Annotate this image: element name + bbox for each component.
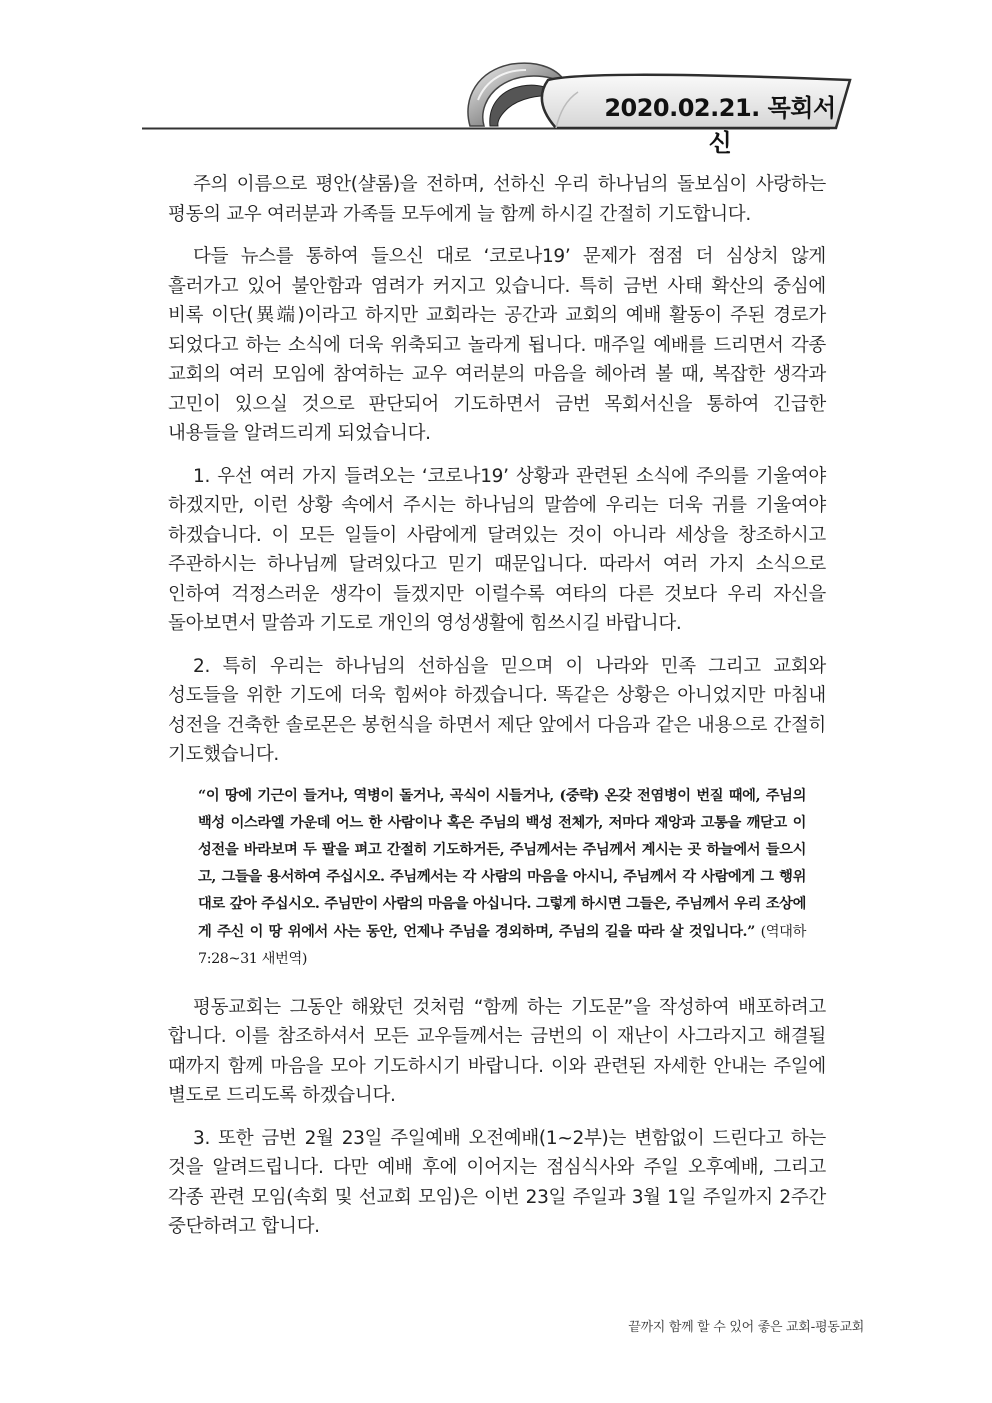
paragraph-point-3: 3. 또한 금번 2월 23일 주일예배 오전예배(1~2부)는 변함없이 드린다고 하는 것을 알려드립니다. 다만 예배 후에 이어지는 점심식사와 주일 오후예배, 그리고 각종 관련 모임(속회 및 선교회 모임)은 이번 23일 주일과 3월 1일 주일까지 2주간 중단하려고 합니다. xyxy=(168,1127,826,1238)
scripture-reference: (역대하 7:28~31 새번역) xyxy=(198,923,806,967)
paragraph-point-2: 2. 특히 우리는 하나님의 선하심을 믿으며 이 나라와 민족 그리고 교회와 성도들을 위한 기도에 더욱 힘써야 하겠습니다. 똑같은 상황은 아니었지만 마침내 성전을 건축한 솔로몬은 봉헌식을 하면서 제단 앞에서 다음과 같은 내용으로 간절히 기도했습니다. xyxy=(168,655,826,765)
paragraph-situation: 다들 뉴스를 통하여 들으신 대로 ‘코로나19’ 문제가 점점 더 심상치 않게 흘러가고 있어 불안함과 염려가 커지고 있습니다. 특히 금번 사태 확산의 중심에 비록 이단(異端)이라고 하지만 교회라는 공간과 교회의 예배 활동이 주된 경로가 되었다고 하는 소식에 더욱 위축되고 놀라게 됩니다. 매주일 예배를 드리면서 각종 교회의 여러 모임에 참여하는 교우 여러분의 마음을 헤아려 볼 때, 복잡한 생각과 고민이 있으실 것으로 판단되어 기도하면서 금번 목회서신을 통하여 긴급한 내용들을 알려드리게 되었습니다. xyxy=(168,246,826,444)
paragraph-greeting: 주의 이름으로 평안(샬롬)을 전하며, 선하신 우리 하나님의 돌보심이 사랑하는 평동의 교우 여러분과 가족들 모두에게 늘 함께 하시길 간절히 기도합니다. xyxy=(168,174,826,225)
scripture-quote-text: “이 땅에 기근이 들거나, 역병이 돌거나, 곡식이 시들거나, (중략) 온갖 전염병이 번질 때에, 주님의 백성 이스라엘 가운데 어느 한 사람이나 혹은 주님의 백성 전체가, 저마다 재앙과 고통을 깨닫고 이 성전을 바라보며 두 팔을 펴고 간절히 기도하거든, 주님께서는 주님께서 계시는 곳 하늘에서 들으시고, 그들을 용서하여 주십시오. 주님께서는 각 사람의 마음을 아시니, 주님께서 각 사람에게 그 행위대로 갚아 주십시오. 주님만이 사람의 마음을 아십니다. 그렇게 하시면 그들은, 주님께서 우리 조상에게 주신 이 땅 위에서 사는 동안, 언제나 주님을 경외하며, 주님의 길을 따라 살 것입니다.” xyxy=(198,787,806,940)
paragraph-point-1: 1. 우선 여러 가지 들려오는 ‘코로나19’ 상황과 관련된 소식에 주의를 기울여야 하겠지만, 이런 상황 속에서 주시는 하나님의 말씀에 우리는 더욱 귀를 기울여야 하겠습니다. 이 모든 일들이 사람에게 달려있는 것이 아니라 세상을 창조하시고 주관하시는 하나님께 달려있다고 믿기 때문입니다. 따라서 여러 가지 소식으로 인하여 걱정스러운 생각이 들겠지만 이럴수록 여타의 다른 것보다 우리 자신을 돌아보면서 말씀과 기도로 개인의 영성생활에 힘쓰시길 바랍니다. xyxy=(168,465,826,634)
footer-slogan: 끝까지 함께 할 수 있어 좋은 교회-평동교회 xyxy=(628,1320,864,1335)
scripture-quote xyxy=(198,783,806,973)
paragraph-prayer-notice: 평동교회는 그동안 해왔던 것처럼 “함께 하는 기도문”을 작성하여 배포하려고 합니다. 이를 참조하셔서 모든 교우들께서는 금번의 이 재난이 사그라지고 해결될 때까지 함께 마음을 모아 기도하시기 바랍니다. 이와 관련된 자세한 안내는 주일에 별도로 드리도록 하겠습니다. xyxy=(168,996,826,1107)
page-header xyxy=(0,0,992,157)
page-title: 2020.02.21. 목회서신 xyxy=(604,94,836,157)
header-ribbon-graphic xyxy=(0,0,992,140)
letter-body xyxy=(168,170,826,1255)
